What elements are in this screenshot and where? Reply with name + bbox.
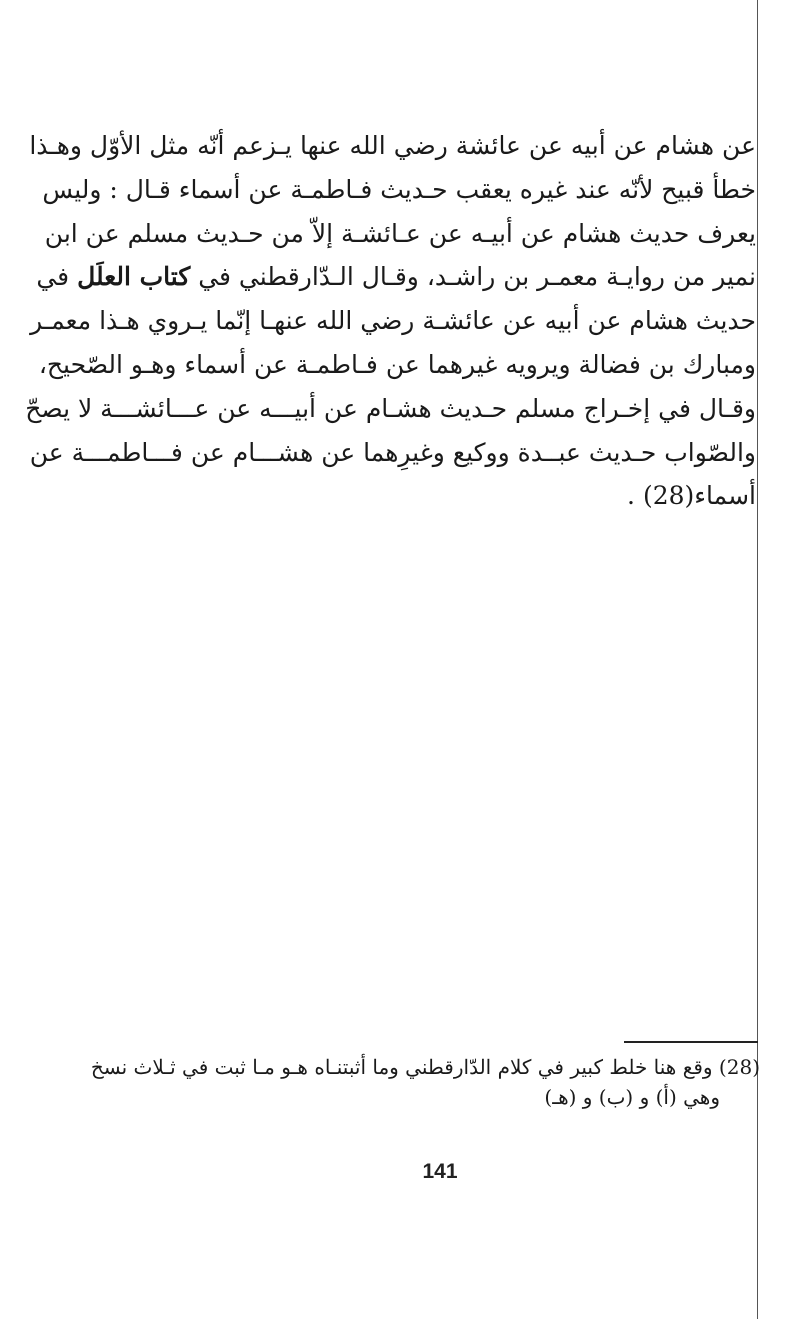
footnote-block — [90, 1052, 760, 1112]
main-text-block — [25, 124, 756, 518]
text-line-4: نمير من روايـة معمـر بن راشـد، وقـال الـدّارقطني في كتاب العلَل في — [36, 262, 756, 292]
text-line-5: حديث هشام عن أبيه عن عائشـة رضي الله عنهـا إنّما يـروي هـذا معمـر — [30, 306, 756, 336]
text-line-4-main: نمير من روايـة معمـر بن راشـد، وقـال الـدّارقطني في — [198, 262, 756, 292]
page-number: 141 — [422, 1160, 458, 1183]
text-line-8: والصّواب حـديث عبــدة ووكيع وغيرِهما عن هشـــام عن فـــاطمـــة عن — [29, 437, 756, 467]
footnote-line-2: وهي (أ) و (ب) و (هـ) — [544, 1085, 720, 1109]
footnote-line-1: (28) وقع هنا خلط كبير في كلام الدّارقطني وما أثبتنـاه هـو مـا ثبت في ثـلاث نسخ — [90, 1055, 760, 1079]
footnote-separator — [624, 1041, 758, 1043]
text-line-6: ومبارك بن فضالة ويرويه غيرهما عن فـاطمـة عن أسماء وهـو الصّحيح، — [38, 349, 756, 379]
text-line-3: يعرف حديث هشام عن أبيـه عن عـائشـة إلاّ من حـديث مسلم عن ابن — [44, 218, 756, 248]
text-line-2: خطأ قبيح لأنّه عند غيره يعقب حـديث فـاطمـة عن أسماء قـال : وليس — [42, 174, 756, 204]
page-edge-line — [757, 0, 758, 1319]
text-line-7: وقـال في إخـراج مسلم حـديث هشـام عن أبيـــه عن عـــائشـــة لا يصحّ — [25, 393, 756, 423]
text-line-9: أسماء(28) . — [627, 481, 756, 511]
text-line-1: عن هشام عن أبيه عن عائشة رضي الله عنها يـزعم أنّه مثل الأوّل وهـذا — [29, 131, 756, 160]
book-title-reference: كتاب العلَل — [77, 262, 191, 292]
